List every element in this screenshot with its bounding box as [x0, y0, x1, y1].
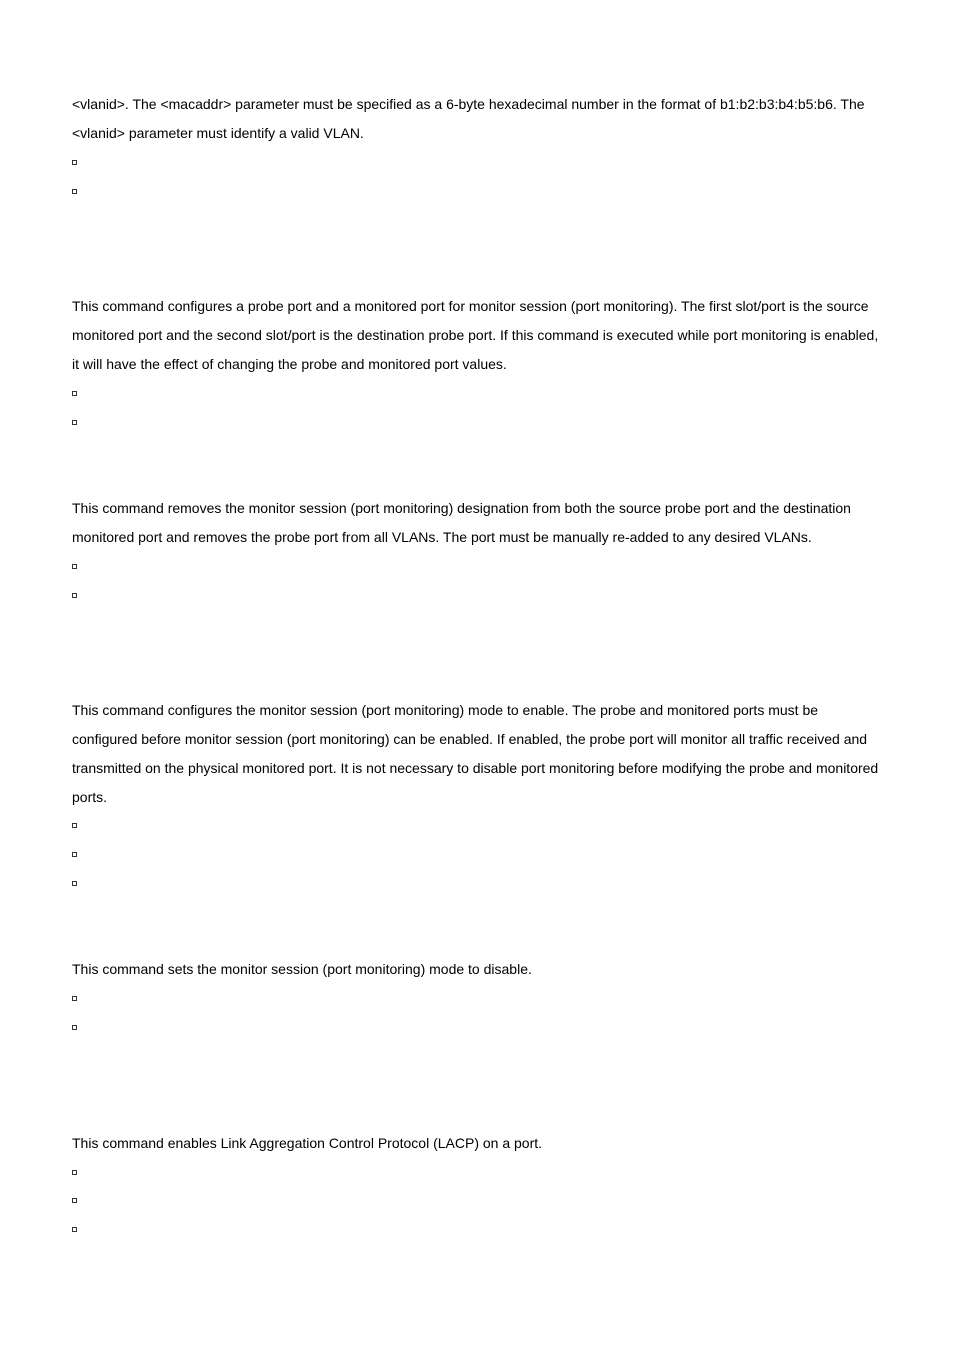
square-bullet-icon [72, 564, 77, 569]
bullet-marker [72, 415, 82, 429]
square-bullet-icon [72, 1198, 77, 1203]
paragraph-no-monitor-session: This command removes the monitor session (port monitoring) designation from both the source probe port and the destination monitored port and removes the probe port from all VLANs. The port must be manually re-added to any desired VLANs. [72, 500, 851, 545]
paragraph-vlanid-continuation: <vlanid>. The <macaddr> parameter must be specified as a 6-byte hexadecimal number in the format of b1:b2:b3:b4:b5:b6. The <vlanid> parameter must identify a valid VLAN. [72, 96, 865, 141]
bullet-marker [72, 588, 82, 602]
bullet-marker [72, 991, 82, 1005]
paragraph-no-monitor-session-mode: This command sets the monitor session (port monitoring) mode to disable. [72, 961, 532, 977]
bullet-marker [72, 559, 82, 573]
bullet-marker [72, 818, 82, 832]
bullet-marker [72, 1165, 82, 1179]
square-bullet-icon [72, 996, 77, 1001]
square-bullet-icon [72, 1170, 77, 1175]
bullet-marker [72, 1222, 82, 1236]
square-bullet-icon [72, 189, 77, 194]
paragraph-monitor-session-mode: This command configures the monitor session (port monitoring) mode to enable. The probe and monitored ports must be configured before monitor session (port monitoring) can be enabled. If enabled, the probe port will monitor all traffic received and transmitted on the physical monitored port. It is not necessary to disable port monitoring before modifying the probe and monitored ports. [72, 702, 879, 805]
square-bullet-icon [72, 420, 77, 425]
bullet-marker [72, 847, 82, 861]
bullet-marker [72, 1193, 82, 1207]
square-bullet-icon [72, 593, 77, 598]
square-bullet-icon [72, 160, 77, 165]
paragraph-monitor-session-source-destination: This command configures a probe port and a monitored port for monitor session (port monitoring). The first slot/port is the source monitored port and the second slot/port is the destination probe port. If this command is executed while port monitoring is enabled, it will have the effect of changing the probe and monitored port values. [72, 298, 879, 372]
square-bullet-icon [72, 1227, 77, 1232]
bullet-marker [72, 155, 82, 169]
square-bullet-icon [72, 881, 77, 886]
square-bullet-icon [72, 852, 77, 857]
bullet-marker [72, 184, 82, 198]
paragraph-port-lacpmode: This command enables Link Aggregation Control Protocol (LACP) on a port. [72, 1135, 543, 1151]
bullet-marker [72, 1020, 82, 1034]
square-bullet-icon [72, 391, 77, 396]
bullet-marker [72, 386, 82, 400]
square-bullet-icon [72, 823, 77, 828]
bullet-marker [72, 876, 82, 890]
square-bullet-icon [72, 1025, 77, 1030]
